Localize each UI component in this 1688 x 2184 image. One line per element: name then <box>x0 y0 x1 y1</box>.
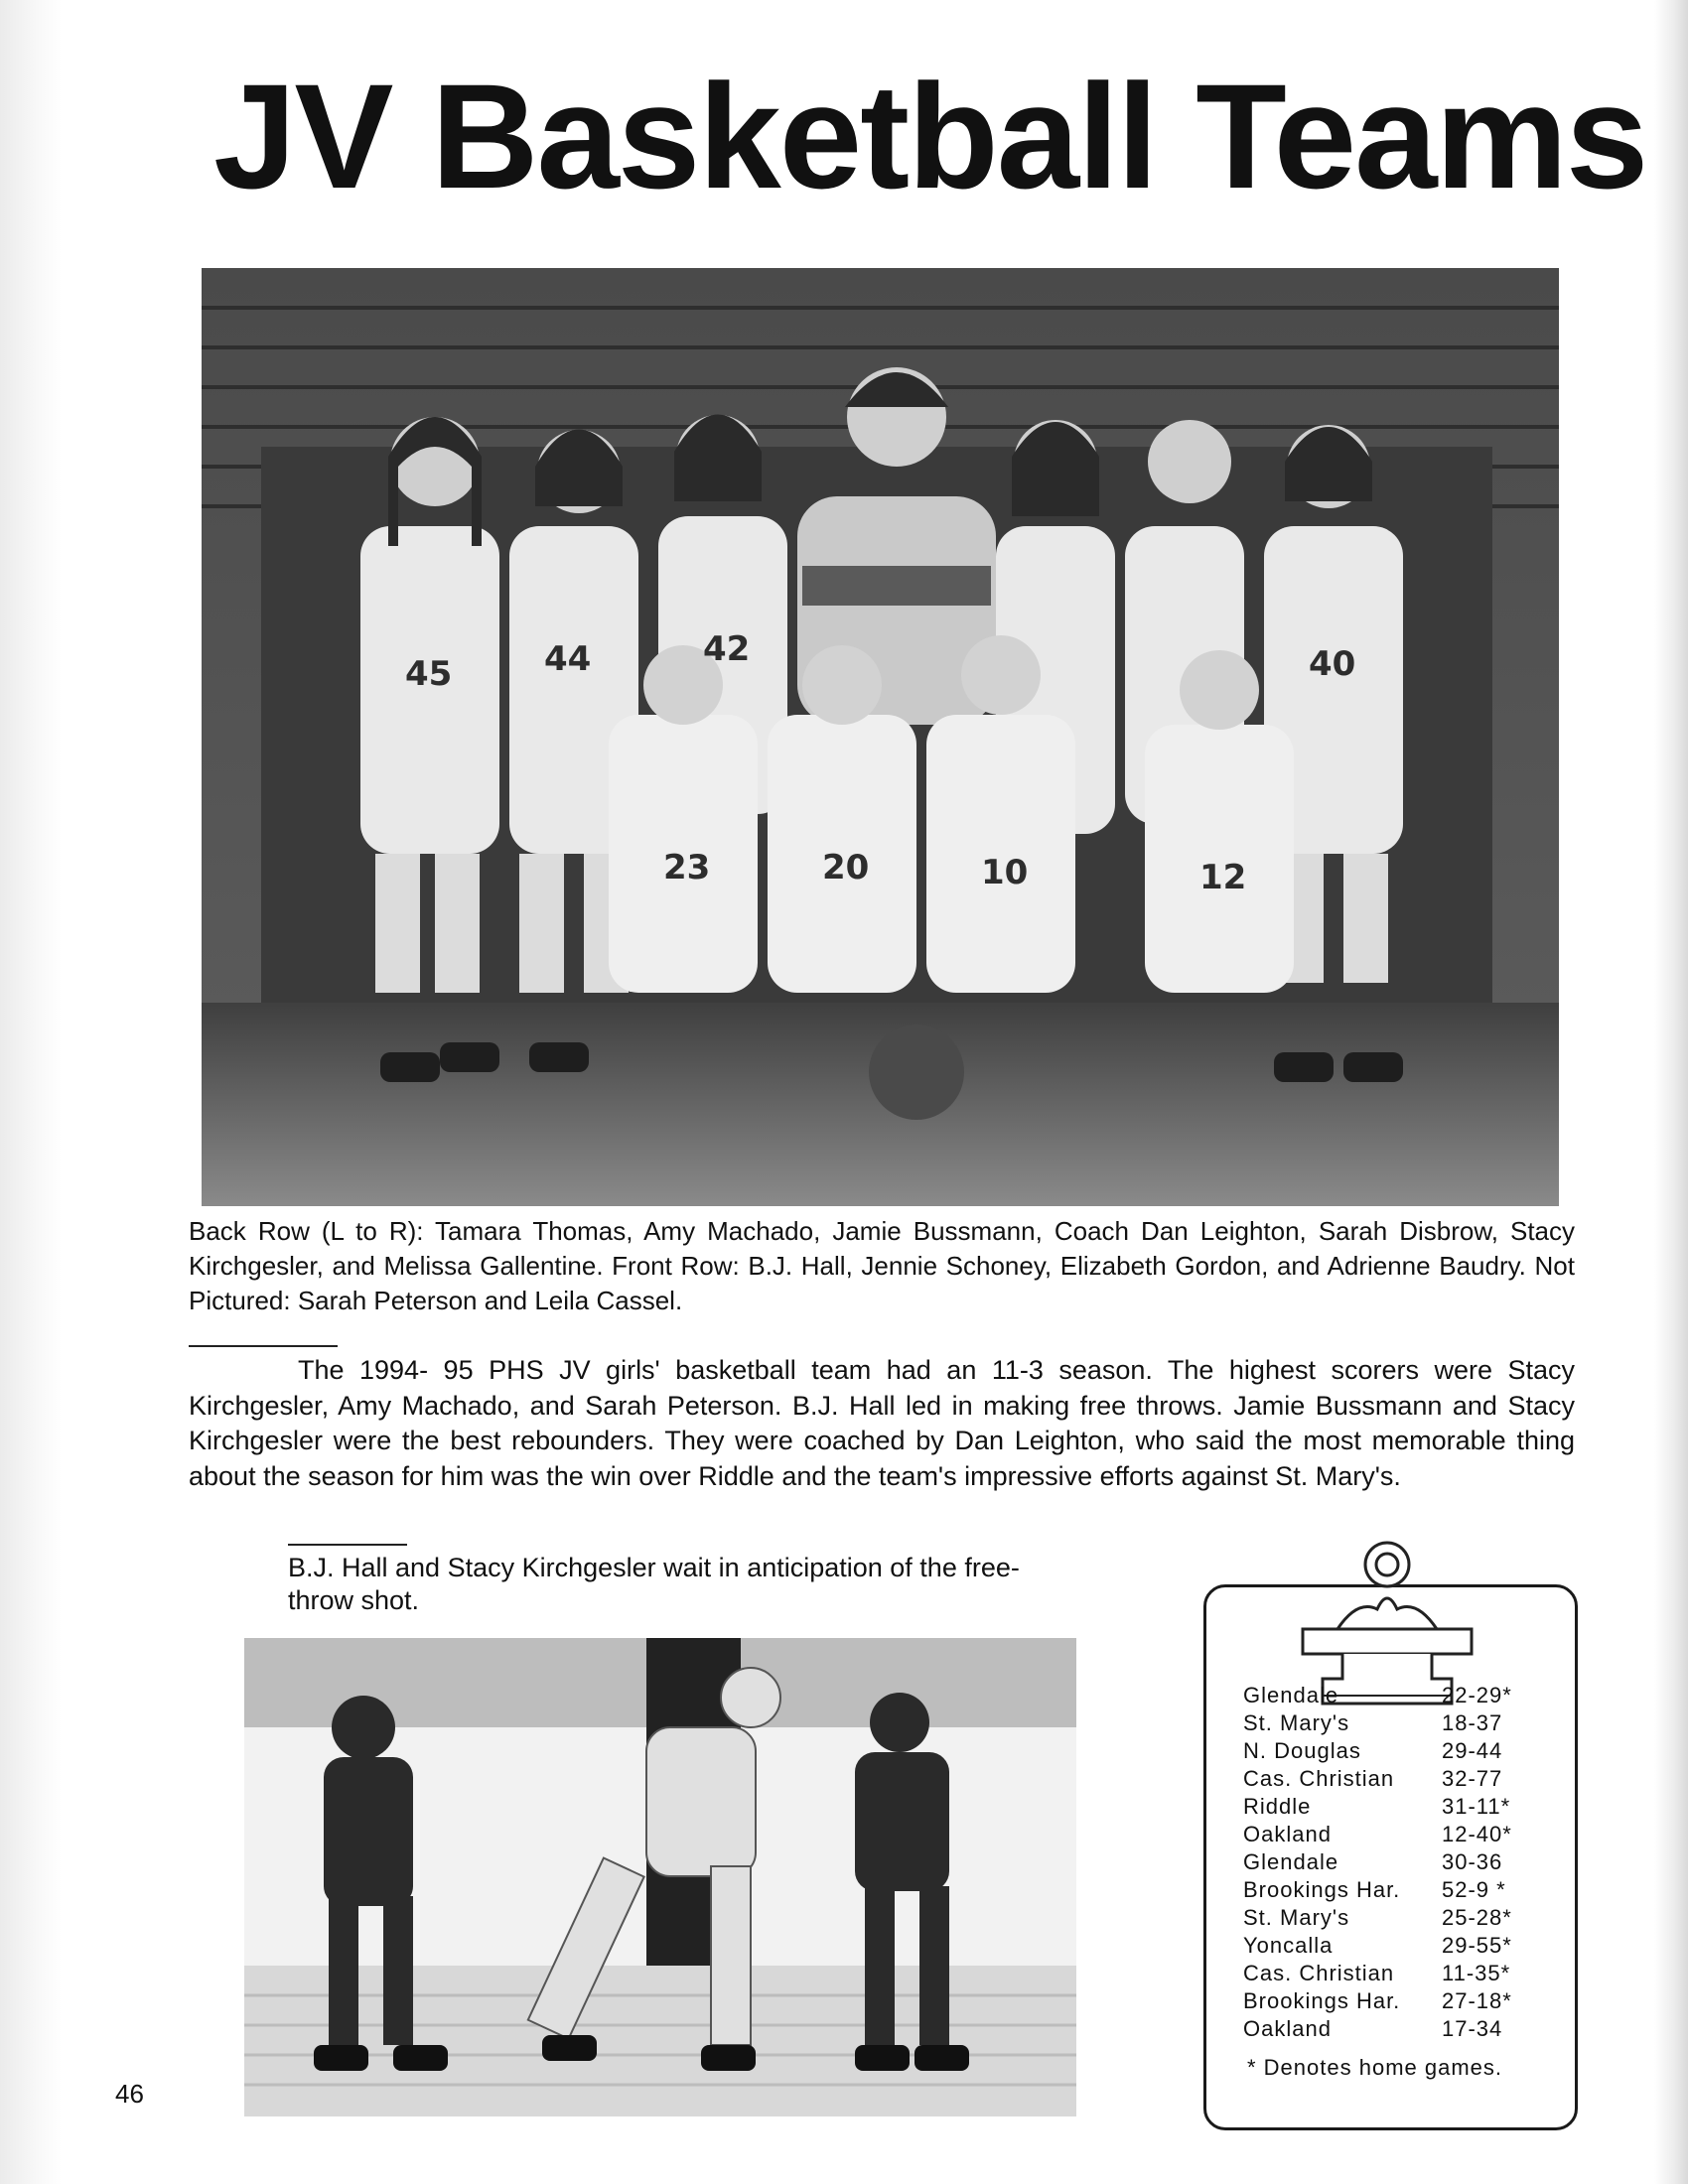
page-edge-shadow <box>1654 0 1688 2184</box>
score-row <box>1243 1793 1561 1821</box>
score-opponent: St. Mary's <box>1243 1905 1350 1930</box>
score-result: 52-9 * <box>1442 1877 1506 1902</box>
score-row <box>1243 1904 1561 1932</box>
svg-text:44: 44 <box>544 639 592 679</box>
score-opponent: Oakland <box>1243 1822 1332 1846</box>
score-opponent: N. Douglas <box>1243 1738 1361 1763</box>
team-photo-image <box>202 268 1559 1206</box>
score-opponent: Glendale <box>1243 1849 1339 1874</box>
score-row <box>1243 2015 1561 2043</box>
score-result: 11-35* <box>1442 1961 1511 1985</box>
score-result: 17-34 <box>1442 2016 1503 2041</box>
page-title: JV Basketball Teams <box>213 53 1647 219</box>
score-row <box>1243 1987 1561 2015</box>
svg-text:12: 12 <box>1199 858 1247 897</box>
page-number: 46 <box>115 2079 144 2109</box>
score-row <box>1243 1848 1561 1876</box>
action-photo-image <box>244 1638 1076 2116</box>
story-rule <box>189 1345 338 1347</box>
score-result: 27-18* <box>1442 1988 1512 2013</box>
score-row <box>1243 1682 1561 1709</box>
score-opponent: Yoncalla <box>1243 1933 1334 1958</box>
svg-text:40: 40 <box>1309 644 1356 684</box>
action-photo <box>244 1638 1076 2116</box>
score-row <box>1243 1876 1561 1904</box>
score-opponent: Brookings Har. <box>1243 1988 1401 2013</box>
score-result: 22-29* <box>1442 1683 1512 1707</box>
score-row <box>1243 1821 1561 1848</box>
score-result: 18-37 <box>1442 1710 1503 1735</box>
score-opponent: St. Mary's <box>1243 1710 1350 1735</box>
score-result: 29-55* <box>1442 1933 1512 1958</box>
home-games-legend: * Denotes home games. <box>1247 2055 1503 2080</box>
svg-text:10: 10 <box>981 853 1029 892</box>
action-caption-rule <box>288 1544 407 1546</box>
story-paragraph: The 1994- 95 PHS JV girls' basketball team had an 11-3 season. The highest scorers were Stacy Kirchgesler, Amy Machado, and Sarah Peterson. B.J. Hall led in making free throws. Jamie Bussmann and Stacy Kirchgesler were the best rebounders. They were coached by Dan Leighton, who said the most memorable thing about the season for him was the win over Riddle and the team's impressive efforts against St. Mary's. <box>189 1355 1575 1491</box>
score-row <box>1243 1960 1561 1987</box>
score-opponent: Cas. Christian <box>1243 1766 1395 1791</box>
page-binding-shadow <box>0 0 62 2184</box>
svg-text:42: 42 <box>703 629 751 669</box>
score-result: 30-36 <box>1442 1849 1503 1874</box>
action-photo-caption: B.J. Hall and Stacy Kirchgesler wait in anticipation of the free-throw shot. <box>288 1553 1020 1615</box>
score-opponent: Brookings Har. <box>1243 1877 1401 1902</box>
score-result: 12-40* <box>1442 1822 1512 1846</box>
svg-text:45: 45 <box>405 654 453 694</box>
score-opponent: Glendale <box>1243 1683 1339 1707</box>
score-row <box>1243 1765 1561 1793</box>
scores-list <box>1243 1682 1561 2043</box>
team-photo-caption: Back Row (L to R): Tamara Thomas, Amy Machado, Jamie Bussmann, Coach Dan Leighton, Sarah Disbrow, Stacy Kirchgesler, and Melissa Gallentine. Front Row: B.J. Hall, Jennie Schoney, Elizabeth Gordon, and Adrienne Baudry. Not Pictured: Sarah Peterson and Leila Cassel. <box>189 1216 1575 1315</box>
score-row <box>1243 1709 1561 1737</box>
score-result: 29-44 <box>1442 1738 1503 1763</box>
scoreboard-clipboard <box>1203 1584 1578 2130</box>
score-row <box>1243 1737 1561 1765</box>
score-result: 25-28* <box>1442 1905 1512 1930</box>
team-photo <box>202 268 1559 1206</box>
score-result: 32-77 <box>1442 1766 1503 1791</box>
svg-text:23: 23 <box>663 848 711 887</box>
score-row <box>1243 1932 1561 1960</box>
score-result: 31-11* <box>1442 1794 1511 1819</box>
score-opponent: Cas. Christian <box>1243 1961 1395 1985</box>
score-opponent: Oakland <box>1243 2016 1332 2041</box>
svg-text:20: 20 <box>822 848 870 887</box>
score-opponent: Riddle <box>1243 1794 1312 1819</box>
